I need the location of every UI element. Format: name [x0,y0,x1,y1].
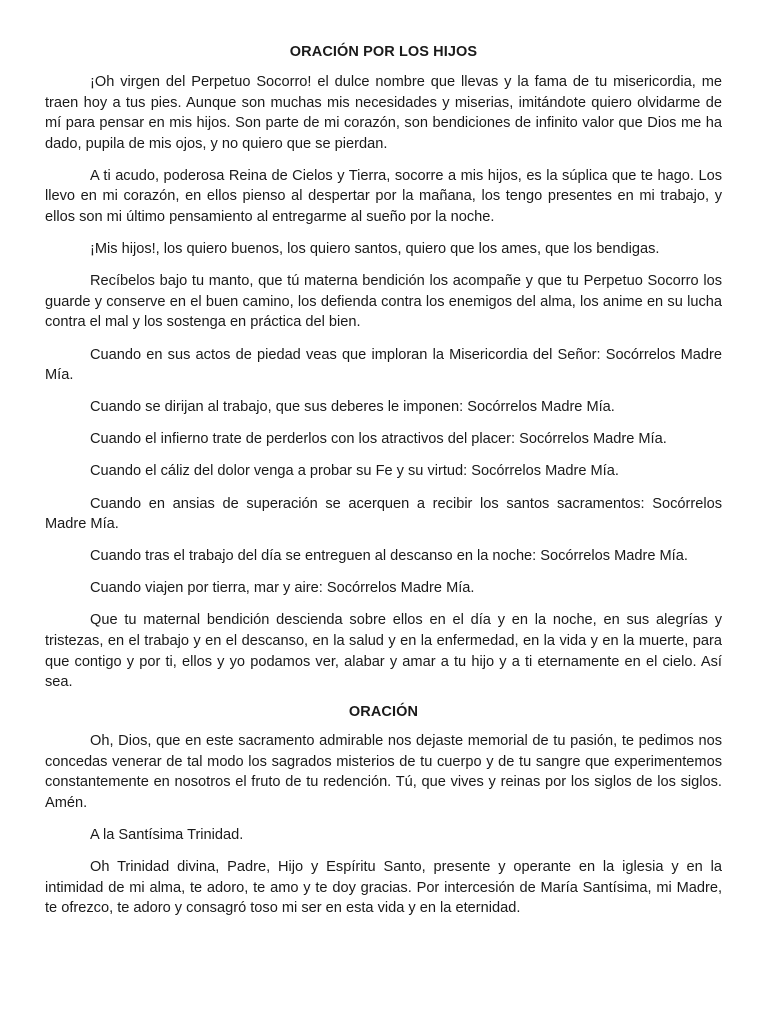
paragraph: ¡Oh virgen del Perpetuo Socorro! el dulce nombre que llevas y la fama de tu misericordia, me traen hoy a tus pies. Aunque son muchas mis necesidades y miserias, imitándote quiero olvidarme de mí para pensar en mis hijos. Son parte de mi corazón, son bendiciones de infinito valor que Dios me ha dado, pupila de mis ojos, y no quiero que se pierdan. [45,74,722,152]
document-title: ORACIÓN POR LOS HIJOS [289,44,478,60]
paragraph: Cuando tras el trabajo del día se entreguen al descanso en la noche: Socórrelos Madre Mía. [90,548,688,565]
paragraph: Cuando el cáliz del dolor venga a probar su Fe y su virtud: Socórrelos Madre Mía. [90,463,619,480]
paragraph: Cuando en ansias de superación se acerquen a recibir los santos sacramentos: Socórrelos Madre Mía. [45,495,722,533]
paragraph: Cuando se dirijan al trabajo, que sus deberes le imponen: Socórrelos Madre Mía. [90,399,615,416]
paragraph: Cuando viajen por tierra, mar y aire: Socórrelos Madre Mía. [90,580,475,597]
paragraph: Oh, Dios, que en este sacramento admirable nos dejaste memorial de tu pasión, te pedimos nos concedas venerar de tal modo los sagrados misterios de tu cuerpo y de tu sangre que experimentemos constantemente en nosotros el fruto de tu redención. Tú, que vives y reinas por los siglos de los siglos. Amén. [45,733,722,812]
paragraph: ¡Mis hijos!, los quiero buenos, los quiero santos, quiero que los ames, que los bendigas. [90,241,660,258]
paragraph: Oh Trinidad divina, Padre, Hijo y Espíritu Santo, presente y operante en la iglesia y en la intimidad de mi alma, te adoro, te amo y te doy gracias. Por intercesión de María Santísima, mi Madre, te ofrezco, te adoro y consagró toso mi ser en esta vida y en la eternidad. [45,859,722,917]
paragraph: Recíbelos bajo tu manto, que tú materna bendición los acompañe y que tu Perpetuo Socorro los guarde y conserve en el buen camino, los defienda contra los enemigos del alma, los anime en su lucha contra el mal y los sostenga en práctica del bien. [45,273,722,331]
paragraph: Cuando el infierno trate de perderlos con los atractivos del placer: Socórrelos Madre Mía. [90,431,667,448]
paragraph: Cuando en sus actos de piedad veas que imploran la Misericordia del Señor: Socórrelos Madre Mía. [45,346,722,384]
paragraph: A la Santísima Trinidad. [90,827,244,844]
paragraph: A ti acudo, poderosa Reina de Cielos y Tierra, socorre a mis hijos, es la súplica que te hago. Los llevo en mi corazón, en ellos pienso al despertar por la mañana, los tengo presentes en mi trabajo, y ellos son mi último pensamiento al entregarme al sueño por la noche. [45,167,722,226]
section-title: ORACIÓN [348,704,419,721]
paragraph: Que tu maternal bendición descienda sobre ellos en el día y en la noche, en sus alegrías y tristezas, en el trabajo y en el descanso, en la salud y en la enfermedad, en la vida y en la muerte, para que contigo y por ti, ellos y yo podamos ver, alabar y amar a tu hijo y a ti eternamente en el cielo. Así sea. [45,612,722,691]
